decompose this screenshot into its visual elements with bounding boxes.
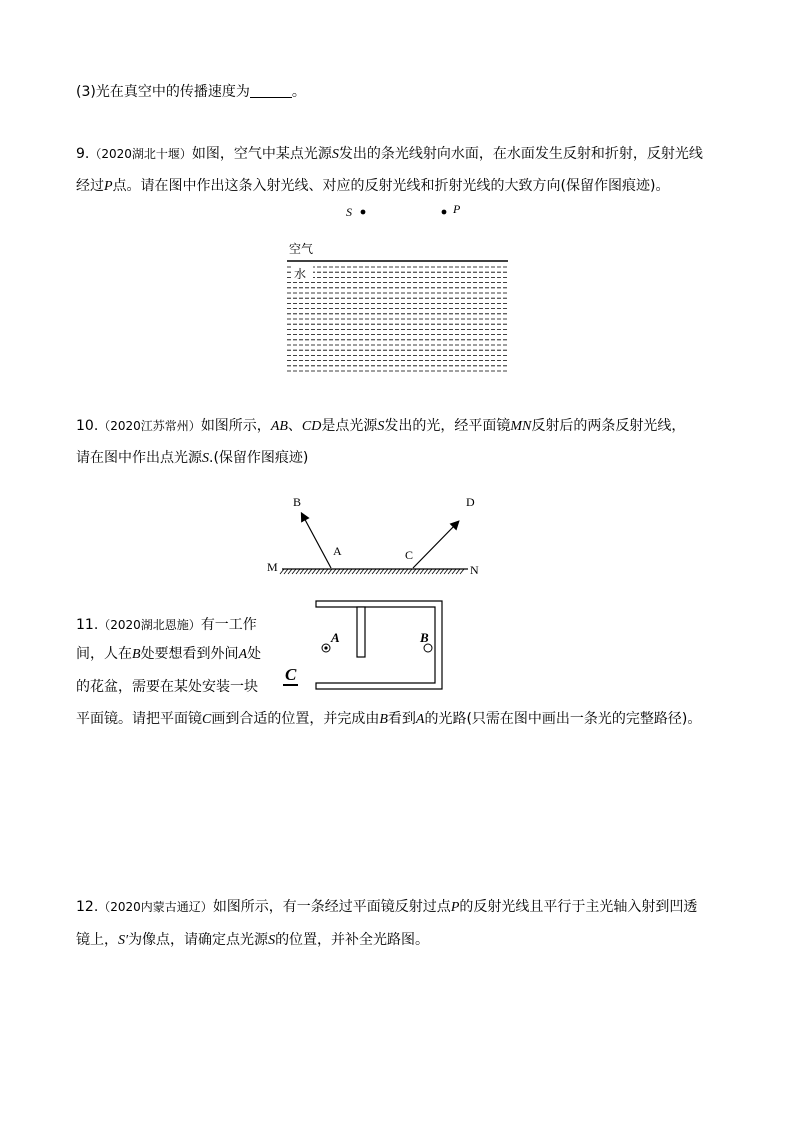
q10-text3: 发出的光，经平面镜 [384,418,511,434]
q11-person-b [424,644,432,652]
q10-hatch-mark [344,569,348,574]
q10-hatch-mark [364,569,368,574]
q12-line1 [76,897,697,918]
q12-line2 [76,930,429,951]
q12-text2: 的反射光线且平行于主光轴入射到凹透 [459,899,698,915]
q10-hatch-mark [448,569,452,574]
q10-hatch-mark [352,569,356,574]
q10-text1: 如图所示， [200,418,271,434]
q10-hatch-mark [328,569,332,574]
q11-text3: 处要想看到外间 [140,646,239,662]
q10-hatch-mark [340,569,344,574]
q10-hatch-mark [380,569,384,574]
q10-hatch-mark [404,569,408,574]
q10-hatch-mark [280,569,284,574]
q10-hatch-mark [376,569,380,574]
q11-line2 [76,644,261,665]
q10-line2 [76,448,308,469]
q10-hatch-mark [444,569,448,574]
q10-hatch-mark [360,569,364,574]
q9-text2: 发出的条光线射向水面，在水面发生反射和折射，反射光线 [338,146,703,162]
q10-hatch-mark [348,569,352,574]
q10-hatch-mark [420,569,424,574]
q10-label-n: N [470,563,479,577]
q10-hatch-mark [356,569,360,574]
q10-label-m: M [267,560,278,574]
q9-air-label: 空气 [289,242,314,256]
q10-hatch-mark [300,569,304,574]
q12-var-s-prime: S′ [118,933,129,948]
q9-label-s: S [346,205,352,219]
q10-text5: 请在图中作出点光源 [76,450,202,466]
q12-number: 12. [76,899,99,915]
q10-var-cd: CD [301,419,322,434]
q11-label-a: A [331,630,340,645]
q12-text1: 如图所示，有一条经过平面镜反射过点 [212,899,451,915]
q10-hatch-mark [296,569,300,574]
q11-text6: 平面镜。请把平面镜 [76,711,202,727]
q11-text5: 的花盆，需要在某处安装一块 [76,679,258,695]
q10-hatch-mark [292,569,296,574]
q11-var-a2: A [415,712,425,727]
q9-var-p: P [104,179,113,194]
q10-hatch-mark [316,569,320,574]
q10-hatch-mark [436,569,440,574]
q11-text4: 处 [247,646,262,662]
q8-part3 [76,82,306,102]
q10-hatch-mark [368,569,372,574]
q9-label-p: P [453,202,461,216]
q9-water-label: 水 [294,267,307,281]
q10-hatch-mark [392,569,396,574]
q10-text6: .(保留作图痕迹) [209,450,309,466]
q10-var-s: S [377,419,385,434]
q10-hatch-mark [372,569,376,574]
q9-text4: 点。请在图中作出这条入射光线、对应的反射光线和折射光线的大致方向(保留作图痕迹)。 [112,178,670,194]
q10-hatch-mark [324,569,328,574]
q11-var-c: C [202,712,212,727]
q11-var-b: B [132,647,141,662]
q9-number: 9. [76,146,90,162]
q10-hatch-mark [460,569,464,574]
q8-part3-end: 。 [291,84,306,100]
q10-hatch-mark [388,569,392,574]
q11-line3 [76,677,258,697]
q11-text7: 画到合适的位置，并完成由 [211,711,380,727]
q11-text1: 有一工作 [200,617,257,633]
q11-var-b2: B [379,712,388,727]
q12-var-p: P [450,900,460,915]
q10-hatch-mark [432,569,436,574]
q10-hatch-mark [396,569,400,574]
q9-var-s: S [331,147,339,162]
q11-figure [280,598,450,698]
q11-line4 [76,709,701,730]
q10-label-d: D [466,495,475,509]
q10-text4: 反射后的两条反射光线， [531,418,686,434]
q11-text2: 间，人在 [76,646,132,662]
q10-hatch-mark [416,569,420,574]
q10-hatch-mark [284,569,288,574]
q12-text5: 的位置，并补全光路图。 [275,932,430,948]
q12-source: （2020内蒙古通辽） [98,900,213,914]
q10-ray-cd [413,522,458,568]
q8-answer-blank[interactable] [250,83,292,98]
q10-source: （2020江苏常州） [98,419,201,433]
q10-hatch-mark [308,569,312,574]
q10-hatch-mark [336,569,340,574]
q12-text4: 为像点，请确定点光源 [128,932,269,948]
q10-label-b: B [293,495,302,509]
q10-hatch-mark [424,569,428,574]
q11-var-a: A [238,647,248,662]
q9-point-p [442,210,447,215]
q10-hatch-mark [412,569,416,574]
q9-line2 [76,176,669,197]
q9-point-s [361,210,366,215]
q10-label-a: A [333,544,342,558]
q12-var-s: S [268,933,276,948]
q11-label-c: C [285,665,297,684]
q10-hatch-mark [428,569,432,574]
q10-hatch-mark [456,569,460,574]
q11-text9: 的光路(只需在图中画出一条光的完整路径)。 [424,711,702,727]
q10-hatch-mark [408,569,412,574]
q10-line1 [76,416,685,437]
q10-var-mn: MN [510,419,532,434]
q10-hatch-mark [400,569,404,574]
q10-hatch-mark [332,569,336,574]
q10-mirror-hatching [280,569,464,574]
q10-hatch-mark [288,569,292,574]
q10-hatch-mark [384,569,388,574]
q9-text1: 如图，空气中某点光源 [191,146,332,162]
q12-text3: 镜上， [76,932,118,948]
q10-hatch-mark [312,569,316,574]
q8-part3-text: (3)光在真空中的传播速度为 [76,84,250,100]
q10-hatch-mark [320,569,324,574]
q9-line1 [76,144,703,165]
q10-number: 10. [76,418,99,434]
q10-var-ab: AB [270,419,288,434]
q11-label-b: B [420,630,429,645]
q11-line1 [76,615,257,635]
q11-flowerpot-a-center [324,646,327,649]
q10-ray-ab [302,514,331,568]
q10-text2: 是点光源 [321,418,378,434]
q11-text8: 看到 [387,711,416,727]
q10-label-c: C [405,548,414,562]
q9-text3: 经过 [76,178,104,194]
q9-figure [280,200,520,380]
q10-var-s2: S [202,451,209,466]
q11-room-walls [316,601,442,689]
q9-source: （2020湖北十堰） [89,147,192,161]
q11-number: 11. [76,617,99,633]
q9-water-body [287,267,508,371]
q10-hatch-mark [304,569,308,574]
q10-hatch-mark [440,569,444,574]
q10-hatch-mark [452,569,456,574]
q10-sep: 、 [287,418,302,434]
q11-partition-wall [357,607,365,657]
q10-figure [262,490,492,585]
q11-source: （2020湖北恩施） [98,618,201,632]
